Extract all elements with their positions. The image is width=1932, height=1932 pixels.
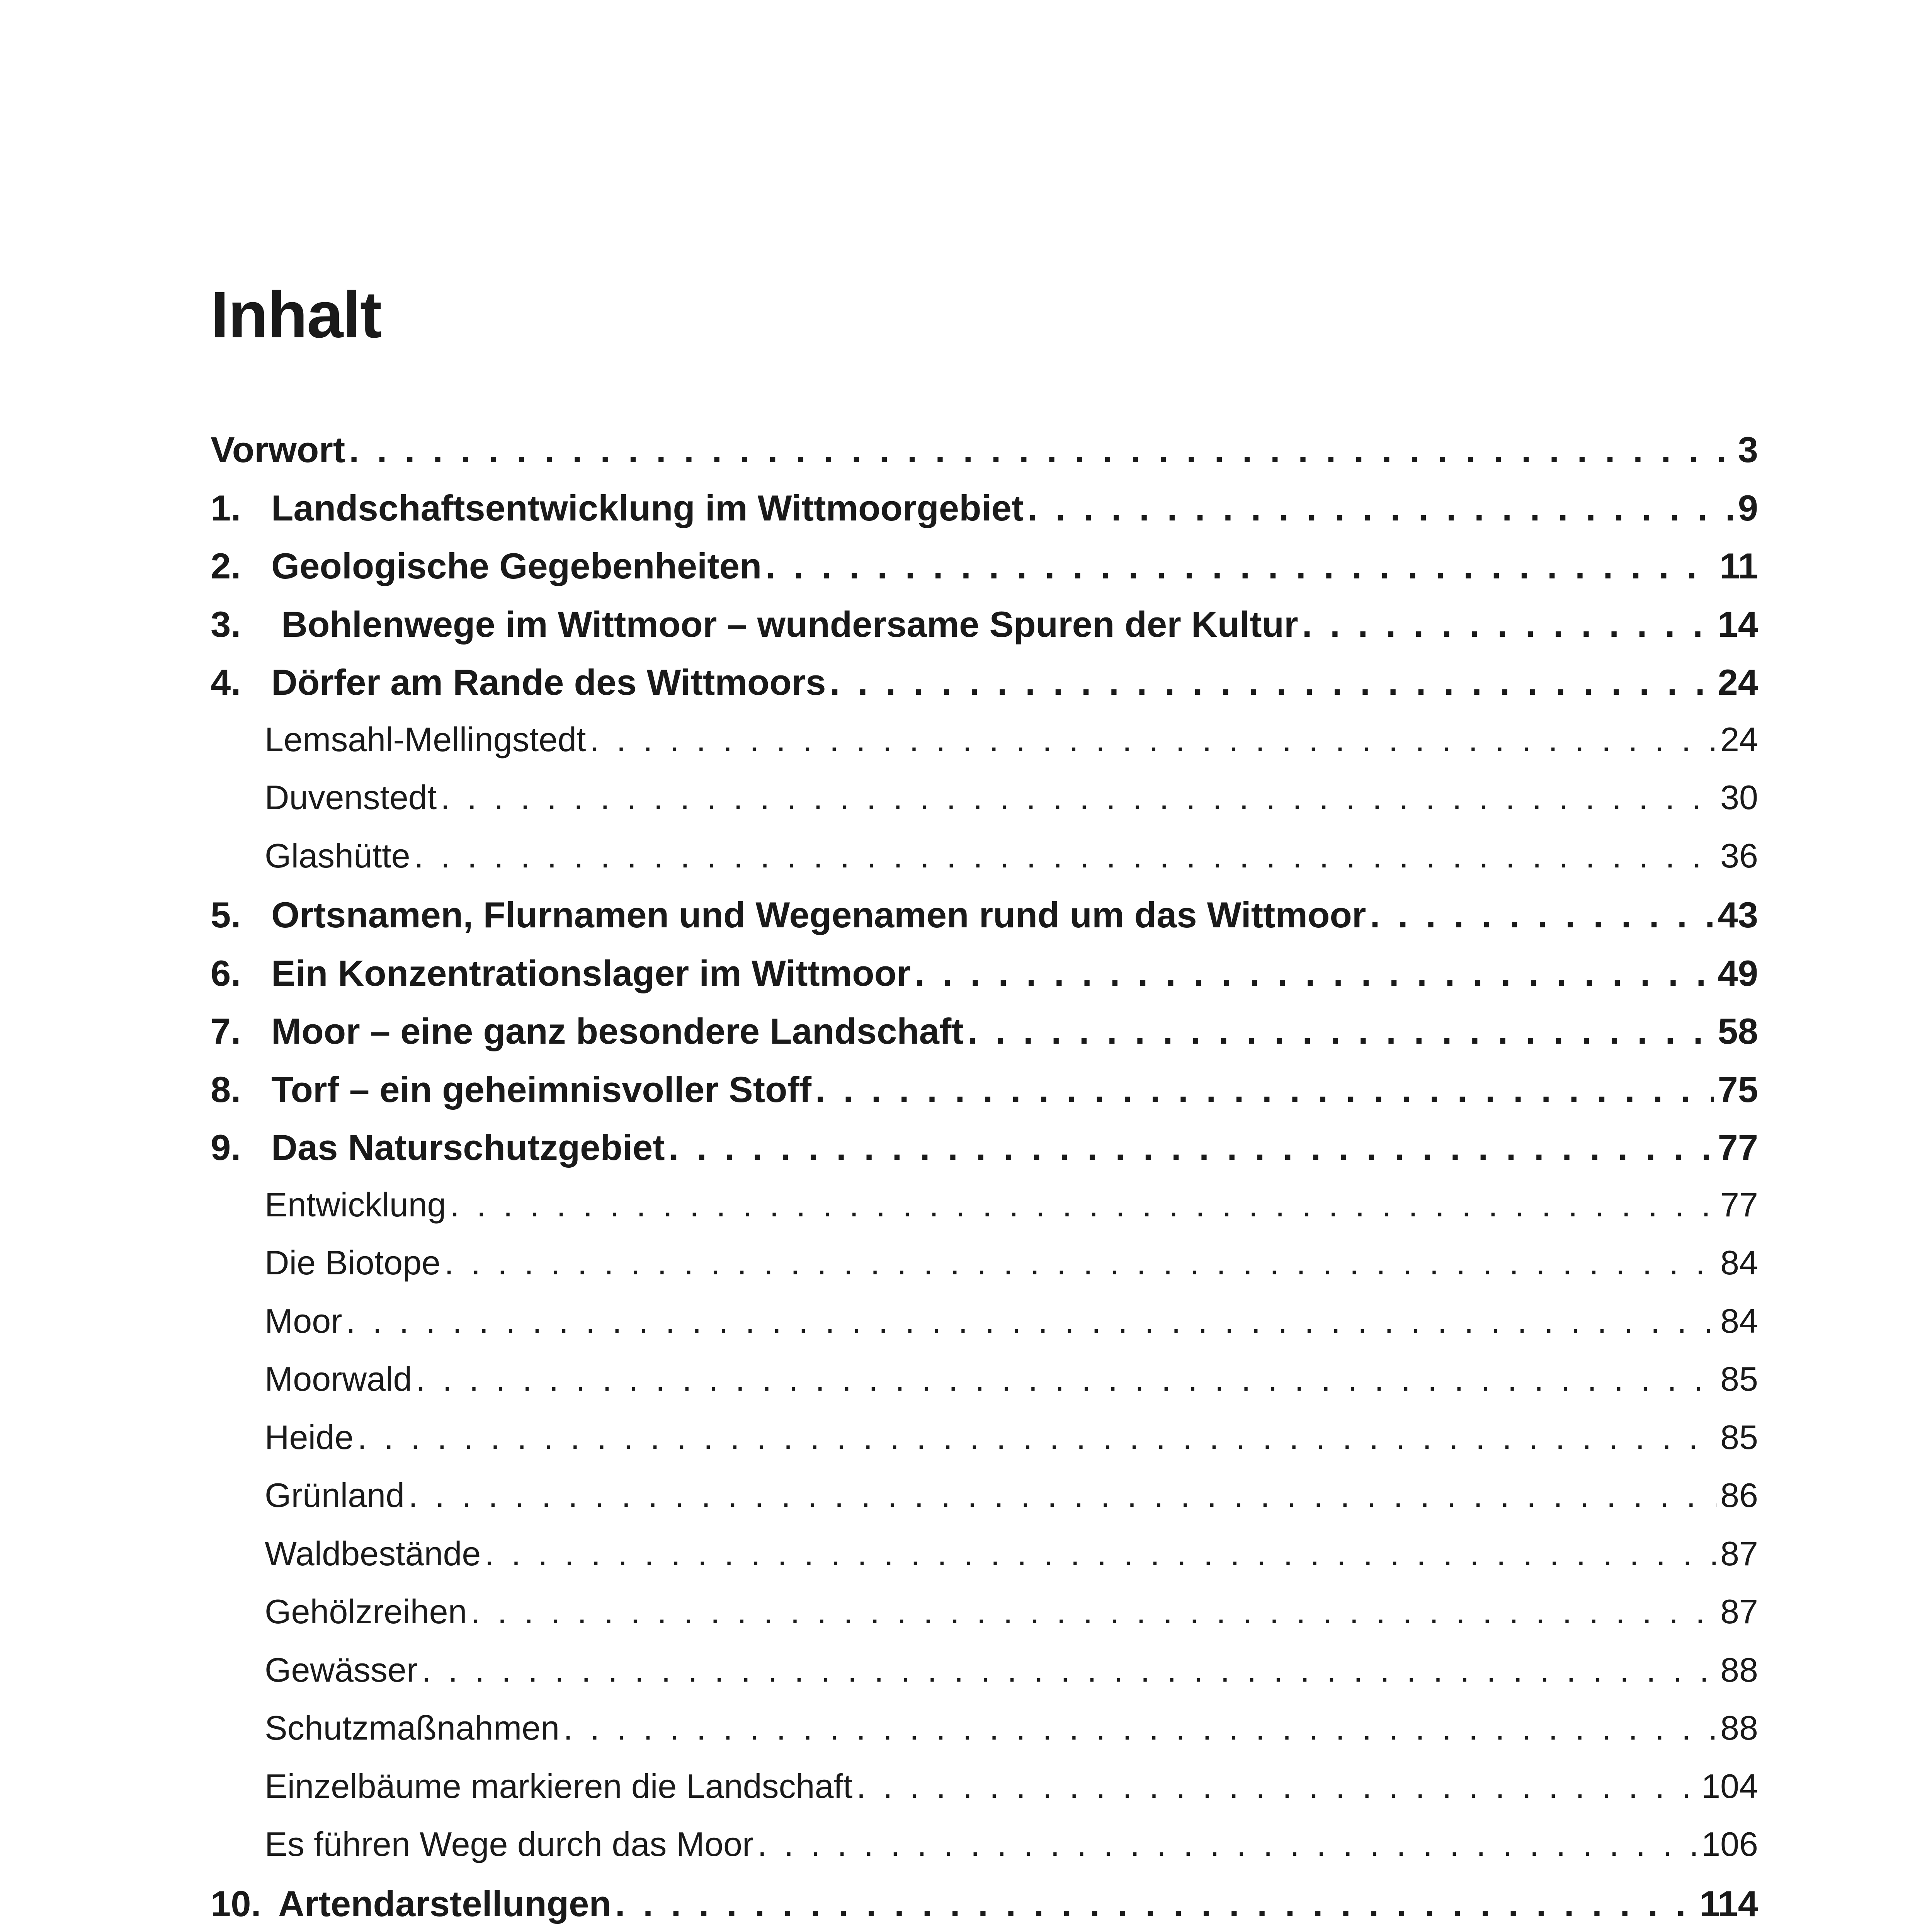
dot-leader [968, 1010, 1714, 1052]
dot-leader [444, 1243, 1716, 1282]
toc-entry-page-number: 88 [1720, 1709, 1758, 1747]
toc-entry-page-number: 104 [1701, 1767, 1758, 1805]
toc-entry[interactable] [211, 1185, 1758, 1243]
toc-entry[interactable] [211, 1127, 1758, 1185]
dot-leader [357, 1418, 1716, 1457]
toc-entry[interactable] [211, 1359, 1758, 1418]
toc-entry-label: Dörfer am Rande des Wittmoors [271, 662, 826, 702]
toc-entry-label: Moorwald [265, 1360, 412, 1398]
toc-entry-page-number: 49 [1718, 952, 1758, 993]
toc-entry-page-number: 75 [1718, 1069, 1758, 1110]
toc-entry-page-number: 88 [1720, 1650, 1758, 1689]
dot-leader [485, 1534, 1716, 1573]
dot-leader [615, 1883, 1696, 1925]
toc-entry-label: Grünland [265, 1476, 405, 1514]
dot-leader [563, 1708, 1716, 1748]
toc-entry[interactable] [211, 1069, 1758, 1127]
toc-entry[interactable] [211, 720, 1758, 778]
toc-entry-page-number: 14 [1718, 604, 1758, 645]
dot-leader [414, 836, 1716, 876]
toc-entry-label: Waldbestände [265, 1534, 481, 1573]
toc-entry[interactable] [211, 1825, 1758, 1883]
toc-entry[interactable] [211, 1534, 1758, 1592]
toc-entry-label: Lemsahl-Mellingstedt [265, 720, 586, 759]
toc-entry[interactable] [211, 1476, 1758, 1534]
toc-entry-label: Moor – eine ganz besondere Landschaft [271, 1011, 964, 1051]
toc-entry-label: Landschaftsentwicklung im Wittmoorgebiet [271, 487, 1024, 528]
toc-entry-label: Heide [265, 1418, 354, 1456]
dot-leader [422, 1650, 1716, 1690]
toc-entry-page-number: 84 [1720, 1243, 1758, 1282]
toc-entry-number: 4. [211, 662, 241, 702]
dot-leader [1302, 604, 1714, 645]
toc-entry-label: Entwicklung [265, 1185, 446, 1224]
toc-entry-label: Moor [265, 1301, 342, 1340]
toc-entry-label: Schutzmaßnahmen [265, 1709, 560, 1747]
toc-entry[interactable] [211, 1592, 1758, 1650]
toc-entry-page-number: 106 [1701, 1825, 1758, 1863]
toc-entry-label: Ortsnamen, Flurnamen und Wegenamen rund um das Wittmoor [271, 895, 1366, 935]
dot-leader [450, 1185, 1717, 1225]
toc-entry-label: Torf – ein geheimnisvoller Stoff [271, 1069, 812, 1110]
toc-entry-number: 8. [211, 1069, 241, 1110]
toc-entry-label: Ein Konzentrationslager im Wittmoor [271, 952, 911, 993]
toc-entry[interactable] [211, 429, 1758, 487]
toc-entry[interactable] [211, 1418, 1758, 1476]
toc-entry-label: Die Biotope [265, 1243, 440, 1282]
page-title: Inhalt [211, 278, 381, 352]
toc-entry-page-number: 86 [1720, 1476, 1758, 1514]
toc-entry-page-number: 36 [1720, 836, 1758, 875]
toc-entry[interactable] [211, 604, 1758, 662]
toc-entry-page-number: 58 [1718, 1011, 1758, 1051]
dot-leader [915, 952, 1714, 994]
dot-leader [765, 545, 1716, 587]
toc-entry-number: 2. [211, 546, 241, 586]
table-of-contents [211, 429, 1758, 1932]
toc-entry-label: Artendarstellungen [278, 1883, 611, 1924]
toc-entry[interactable] [211, 778, 1758, 836]
toc-entry-page-number: 87 [1720, 1592, 1758, 1631]
toc-entry-page-number: 24 [1720, 720, 1758, 759]
toc-entry-number: 6. [211, 952, 241, 993]
dot-leader [856, 1767, 1697, 1806]
toc-entry-label: Duvenstedt [265, 778, 437, 816]
dot-leader [830, 662, 1714, 703]
toc-entry-page-number: 114 [1699, 1883, 1758, 1924]
toc-entry-page-number: 24 [1718, 662, 1758, 702]
toc-entry[interactable] [211, 487, 1758, 546]
toc-entry-label: Glashütte [265, 836, 410, 875]
toc-entry[interactable] [211, 1708, 1758, 1767]
toc-entry-page-number: 3 [1738, 429, 1758, 470]
toc-entry-number: 7. [211, 1011, 241, 1051]
toc-entry-label: Gewässer [265, 1650, 418, 1689]
toc-entry-label: Vorwort [211, 429, 345, 470]
toc-entry-label: Bohlenwege im Wittmoor – wundersame Spuren der Kultur [271, 604, 1298, 645]
dot-leader [815, 1069, 1714, 1111]
toc-entry-page-number: 11 [1719, 546, 1758, 586]
toc-entry-page-number: 9 [1738, 487, 1758, 528]
toc-entry-label: Geologische Gegebenheiten [271, 546, 762, 586]
dot-leader [590, 720, 1717, 759]
toc-entry-number: 5. [211, 895, 241, 935]
toc-entry-number: 3. [211, 604, 241, 645]
toc-entry-page-number: 43 [1718, 895, 1758, 935]
toc-entry[interactable] [211, 662, 1758, 720]
toc-entry[interactable] [211, 1767, 1758, 1825]
toc-entry-page-number: 85 [1720, 1360, 1758, 1398]
toc-entry-page-number: 85 [1720, 1418, 1758, 1456]
toc-entry-number: 1. [211, 487, 241, 528]
dot-leader [408, 1476, 1716, 1515]
toc-entry-page-number: 87 [1720, 1534, 1758, 1573]
toc-entry[interactable] [211, 1650, 1758, 1709]
dot-leader [471, 1592, 1716, 1631]
toc-entry[interactable] [211, 952, 1758, 1011]
dot-leader [669, 1127, 1714, 1168]
toc-entry[interactable] [211, 545, 1758, 604]
toc-entry-number: 10. [211, 1883, 261, 1924]
dot-leader [349, 429, 1734, 471]
toc-entry-page-number: 84 [1720, 1301, 1758, 1340]
dot-leader [416, 1359, 1716, 1399]
toc-entry-page-number: 77 [1720, 1185, 1758, 1224]
toc-entry-page-number: 30 [1720, 778, 1758, 816]
toc-entry[interactable] [211, 1243, 1758, 1301]
dot-leader [1027, 487, 1734, 529]
toc-entry-label: Das Naturschutzgebiet [271, 1127, 665, 1168]
toc-entry[interactable] [211, 1301, 1758, 1360]
toc-entry[interactable] [211, 894, 1758, 952]
dot-leader [757, 1825, 1697, 1864]
dot-leader [440, 778, 1716, 817]
toc-entry-page-number: 77 [1718, 1127, 1758, 1168]
toc-entry-label: Es führen Wege durch das Moor [265, 1825, 754, 1863]
dot-leader [1370, 894, 1714, 936]
toc-entry[interactable] [211, 1883, 1758, 1932]
toc-entry-number: 9. [211, 1127, 241, 1168]
toc-entry-label: Einzelbäume markieren die Landschaft [265, 1767, 853, 1805]
dot-leader [346, 1301, 1717, 1341]
toc-entry[interactable] [211, 836, 1758, 895]
toc-entry[interactable] [211, 1010, 1758, 1069]
toc-entry-label: Gehölzreihen [265, 1592, 467, 1631]
